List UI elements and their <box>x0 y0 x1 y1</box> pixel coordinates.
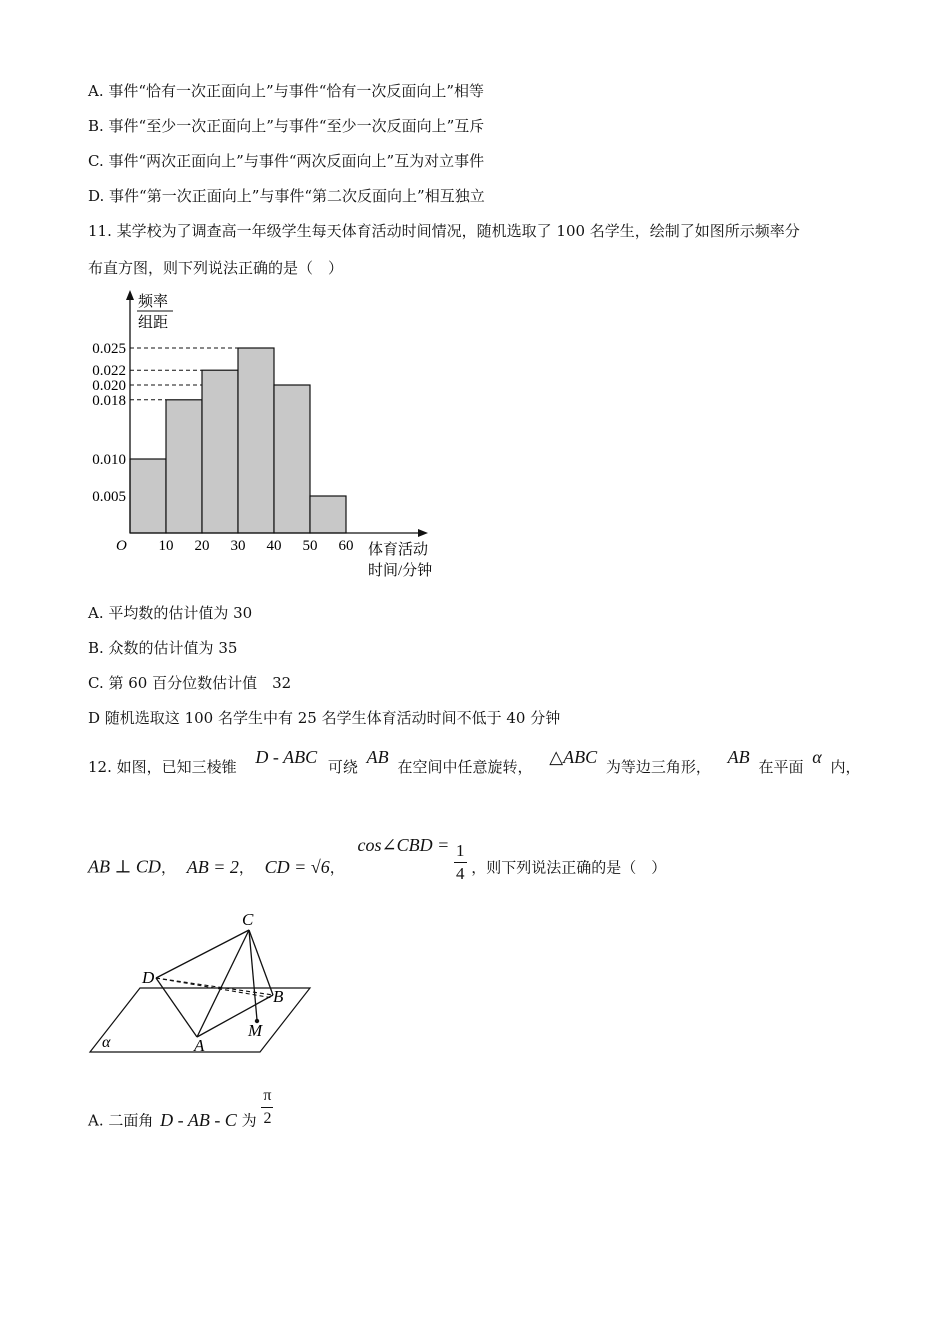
edge-da <box>156 978 197 1037</box>
fraction-numerator: 1 <box>454 840 467 863</box>
edge-cb <box>249 930 273 995</box>
y-axis-label-bottom: 组距 <box>138 315 169 331</box>
q12-text-4: 在平面 <box>758 758 804 776</box>
math-cd-eq-sqrt6: CD = √6 <box>264 856 330 877</box>
separator: ， <box>160 858 176 877</box>
fraction-one-quarter <box>454 840 467 885</box>
label-b: B <box>273 987 284 1006</box>
q12-option-a-text: A. 二面角 <box>88 1111 154 1130</box>
q12-text-6: ，则下列说法正确的是（ ） <box>471 858 667 877</box>
q12-option-a <box>88 1087 273 1144</box>
fraction-pi-over-2 <box>261 1085 273 1130</box>
histogram-bar <box>202 370 238 533</box>
q11-option-b: B. 众数的估计值为 35 <box>88 639 238 657</box>
math-ab-2: AB <box>727 747 750 767</box>
histogram-bar <box>310 496 346 533</box>
math-ab-perp-cd: AB ⊥ CD <box>88 856 161 877</box>
histogram-bar <box>238 348 274 533</box>
y-tick-label: 0.010 <box>92 452 126 468</box>
y-tick-label: 0.022 <box>92 363 126 380</box>
q12-stem-line1 <box>88 747 861 777</box>
separator: ， <box>238 858 254 877</box>
y-tick-label: 0.005 <box>92 489 126 505</box>
x-tick-label: 40 <box>266 538 282 554</box>
q11-stem-line2: 布直方图，则下列说法正确的是（ ） <box>88 259 344 277</box>
q10-option-d: D. 事件“第一次正面向上”与事件“第二次反面向上”相互独立 <box>88 187 485 205</box>
q12-text-5: 内， <box>830 758 861 776</box>
separator: ， <box>329 858 345 877</box>
label-c: C <box>242 910 254 929</box>
y-tick-label: 0.025 <box>92 341 126 357</box>
x-tick-label: 60 <box>338 538 354 554</box>
histogram-bar <box>274 385 310 533</box>
edge-ca <box>197 930 249 1037</box>
q12-text-1: 可绕 <box>327 758 358 776</box>
q10-option-b: B. 事件“至少一次正面向上”与事件“至少一次反面向上”互斥 <box>88 117 485 135</box>
x-tick-label: 10 <box>158 538 174 554</box>
q10-option-a: A. 事件“恰有一次正面向上”与事件“恰有一次反面向上”相等 <box>88 82 485 100</box>
q11-stem-line1: 11. 某学校为了调查高一年级学生每天体育活动时间情况，随机选取了 100 名学生，绘制了如图所示频率分 <box>88 222 800 240</box>
q12-text-2: 在空间中任意旋转， <box>397 758 533 776</box>
histogram-bar <box>166 400 202 533</box>
x-tick-label: 30 <box>230 538 246 554</box>
math-alpha: α <box>812 747 822 767</box>
math-tetrahedron: D - ABC <box>255 747 318 767</box>
y-tick-label: 0.020 <box>92 378 126 394</box>
x-tick-label: 20 <box>194 538 210 554</box>
label-d: D <box>142 968 155 987</box>
q12-stem-line2 <box>88 834 667 891</box>
origin-label: O <box>116 538 127 554</box>
y-tick-label: 0.018 <box>92 392 126 409</box>
label-a: A <box>194 1036 205 1055</box>
q10-option-c: C. 事件“两次正面向上”与事件“两次反面向上”互为对立事件 <box>88 152 485 170</box>
x-tick-label: 50 <box>302 538 318 554</box>
frequency-histogram <box>80 288 460 588</box>
x-axis-label-line2: 时间/分钟 <box>368 563 433 579</box>
q11-option-a: A. 平均数的估计值为 30 <box>88 604 253 622</box>
math-cos-cbd: cos∠CBD = <box>357 834 450 855</box>
fraction-denominator: 2 <box>263 1110 272 1127</box>
y-axis-label-top: 频率 <box>138 294 169 310</box>
q11-option-d: D 随机选取这 100 名学生中有 25 名学生体育活动时间不低于 40 分钟 <box>88 709 561 727</box>
math-triangle-abc: △ABC <box>549 747 598 767</box>
tetrahedron-figure <box>80 905 330 1065</box>
math-ab-eq-2: AB = 2 <box>186 856 239 877</box>
label-m: M <box>248 1021 263 1040</box>
edge-cd <box>156 930 249 978</box>
x-axis-label-line1: 体育活动 <box>368 542 429 558</box>
q12-number: 12. 如图，已知三棱锥 <box>88 758 237 776</box>
q11-option-c: C. 第 60 百分位数估计值 32 <box>88 674 292 692</box>
y-axis-arrow <box>126 290 134 300</box>
x-axis-arrow <box>418 529 428 537</box>
q12-text-3: 为等边三角形， <box>605 758 711 776</box>
fraction-numerator: π <box>261 1085 273 1108</box>
math-dihedral-angle: D - AB - C <box>160 1109 237 1130</box>
q12-option-a-text2: 为 <box>241 1111 257 1130</box>
fraction-denominator: 4 <box>456 864 465 883</box>
label-alpha: α <box>102 1034 111 1051</box>
histogram-bar <box>130 459 166 533</box>
math-ab: AB <box>366 747 389 767</box>
